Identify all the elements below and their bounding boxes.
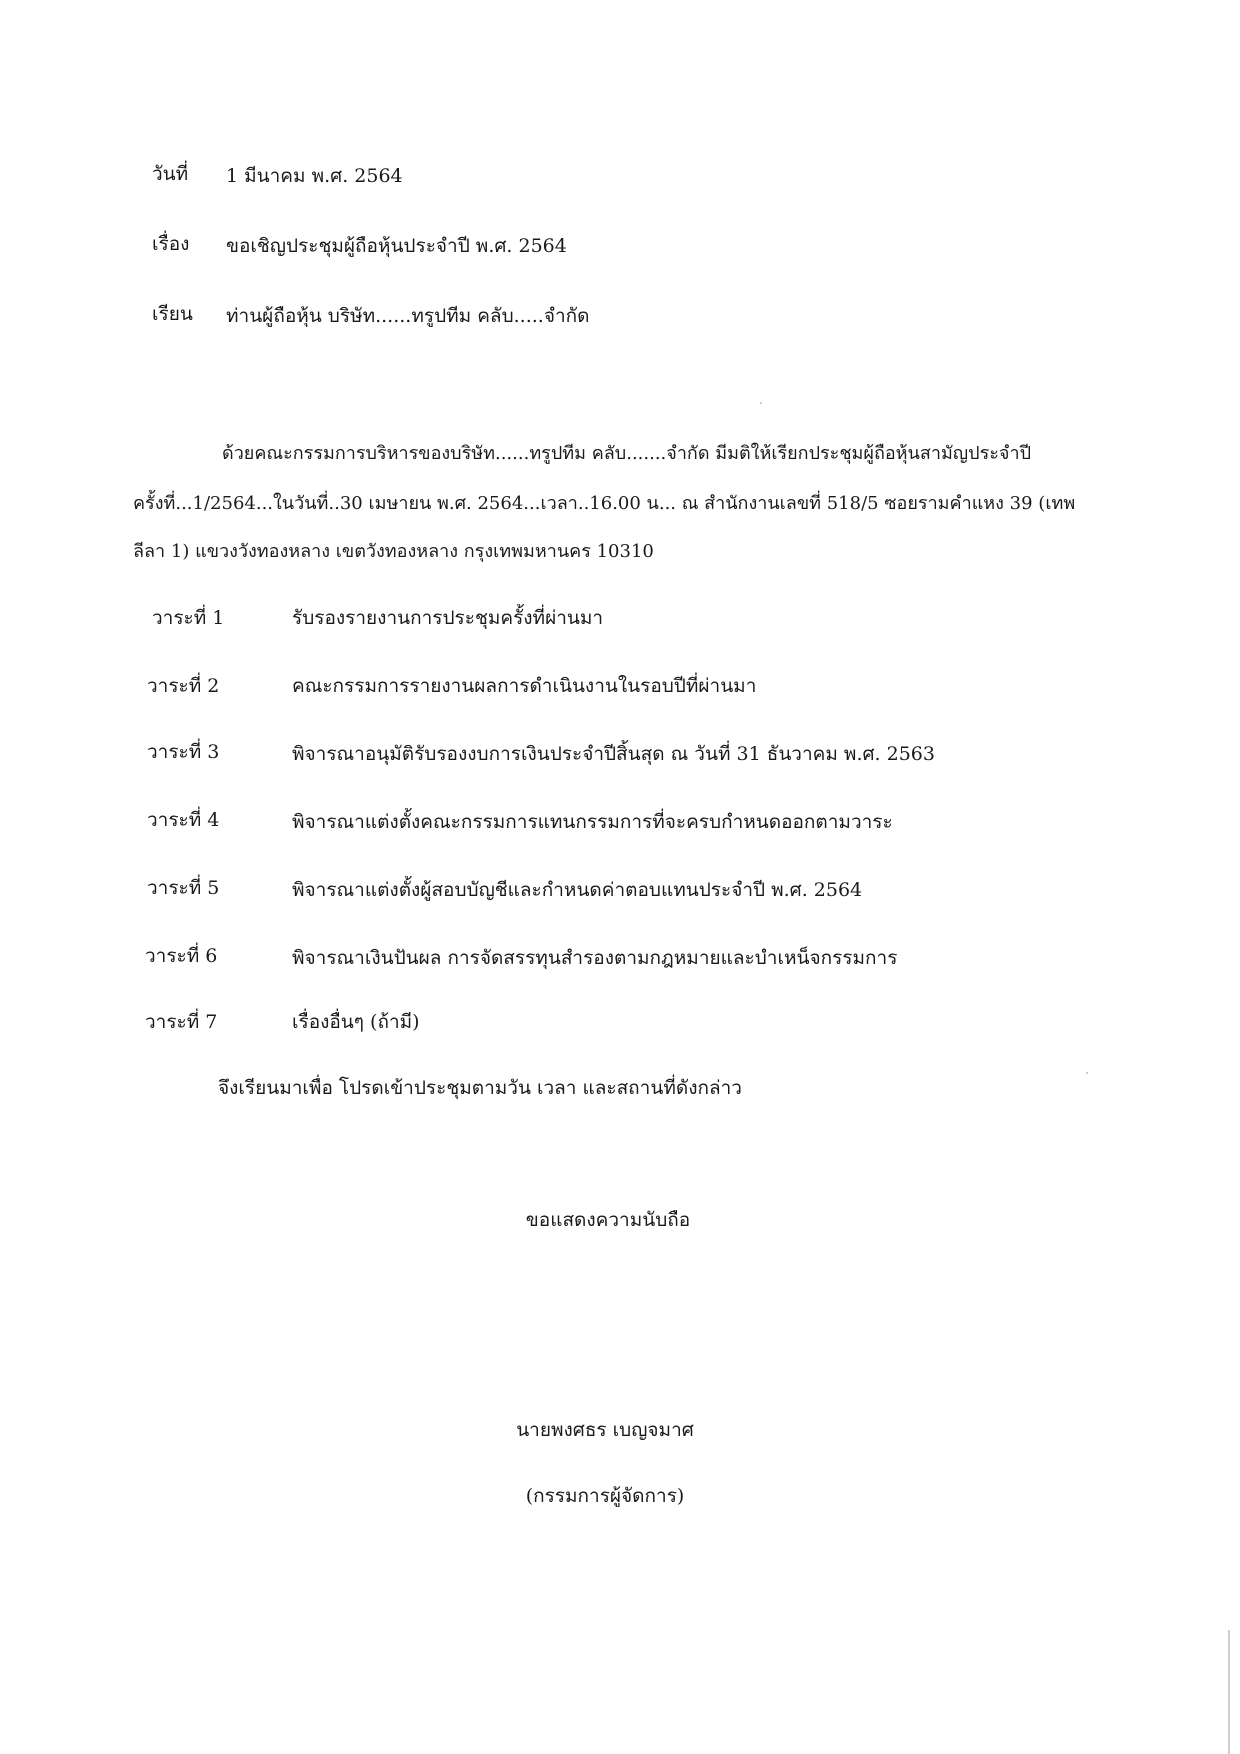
agenda-text: เรื่องอื่นๆ (ถ้ามี) (292, 1011, 420, 1033)
to-label: เรียน (152, 303, 193, 325)
scan-speck (760, 402, 762, 404)
agenda-label: วาระที่ 7 (145, 1011, 218, 1033)
date-value: 1 มีนาคม พ.ศ. 2564 (226, 165, 403, 187)
agenda-text: คณะกรรมการรายงานผลการดำเนินงานในรอบปีที่ผ่านมา (292, 675, 757, 697)
signatory-name: นายพงศธร เบญจมาศ (516, 1419, 694, 1441)
agenda-text: พิจารณาแต่งตั้งคณะกรรมการแทนกรรมการที่จะครบกำหนดออกตามวาระ (292, 811, 893, 833)
paragraph-line-1: ด้วยคณะกรรมการบริหารของบริษัท......ทรูปทีม คลับ.......จำกัด มีมติให้เรียกประชุมผู้ถือหุ้นสามัญประจำปี (222, 443, 1031, 464)
closing-line: จึงเรียนมาเพื่อ โปรดเข้าประชุมตามวัน เวลา และสถานที่ดังกล่าว (218, 1077, 742, 1099)
subject-label: เรื่อง (152, 233, 190, 255)
paragraph-line-3: ลีลา 1) แขวงวังทองหลาง เขตวังทองหลาง กรุงเทพมหานคร 10310 (133, 541, 654, 562)
agenda-label: วาระที่ 4 (147, 809, 220, 831)
agenda-text: พิจารณาอนุมัติรับรองงบการเงินประจำปีสิ้นสุด ณ วันที่ 31 ธันวาคม พ.ศ. 2563 (292, 743, 935, 765)
date-label: วันที่ (152, 163, 189, 185)
paragraph-line-2: ครั้งที่...1/2564...ในวันที่..30 เมษายน พ.ศ. 2564...เวลา..16.00 น... ณ สำนักงานเลขที่ 518/5 ซอยรามคำแหง 39 (เทพ (133, 493, 1076, 514)
agenda-text: รับรองรายงานการประชุมครั้งที่ผ่านมา (292, 607, 604, 629)
subject-value: ขอเชิญประชุมผู้ถือหุ้นประจำปี พ.ศ. 2564 (226, 235, 567, 257)
agenda-text: พิจารณาเงินปันผล การจัดสรรทุนสำรองตามกฎหมายและบำเหน็จกรรมการ (292, 947, 898, 969)
agenda-label: วาระที่ 6 (145, 945, 218, 967)
agenda-label: วาระที่ 5 (147, 877, 220, 899)
agenda-label: วาระที่ 1 (152, 607, 225, 629)
agenda-text: พิจารณาแต่งตั้งผู้สอบบัญชีและกำหนดค่าตอบแทนประจำปี พ.ศ. 2564 (292, 879, 863, 901)
agenda-label: วาระที่ 2 (147, 675, 220, 697)
signatory-position: (กรรมการผู้จัดการ) (525, 1485, 685, 1507)
to-value: ท่านผู้ถือหุ้น บริษัท......ทรูปทีม คลับ.....จำกัด (226, 305, 590, 327)
scan-speck (1086, 1072, 1088, 1074)
agenda-label: วาระที่ 3 (147, 741, 220, 763)
scan-edge-mark (1228, 1630, 1230, 1754)
regards: ขอแสดงความนับถือ (525, 1209, 691, 1231)
